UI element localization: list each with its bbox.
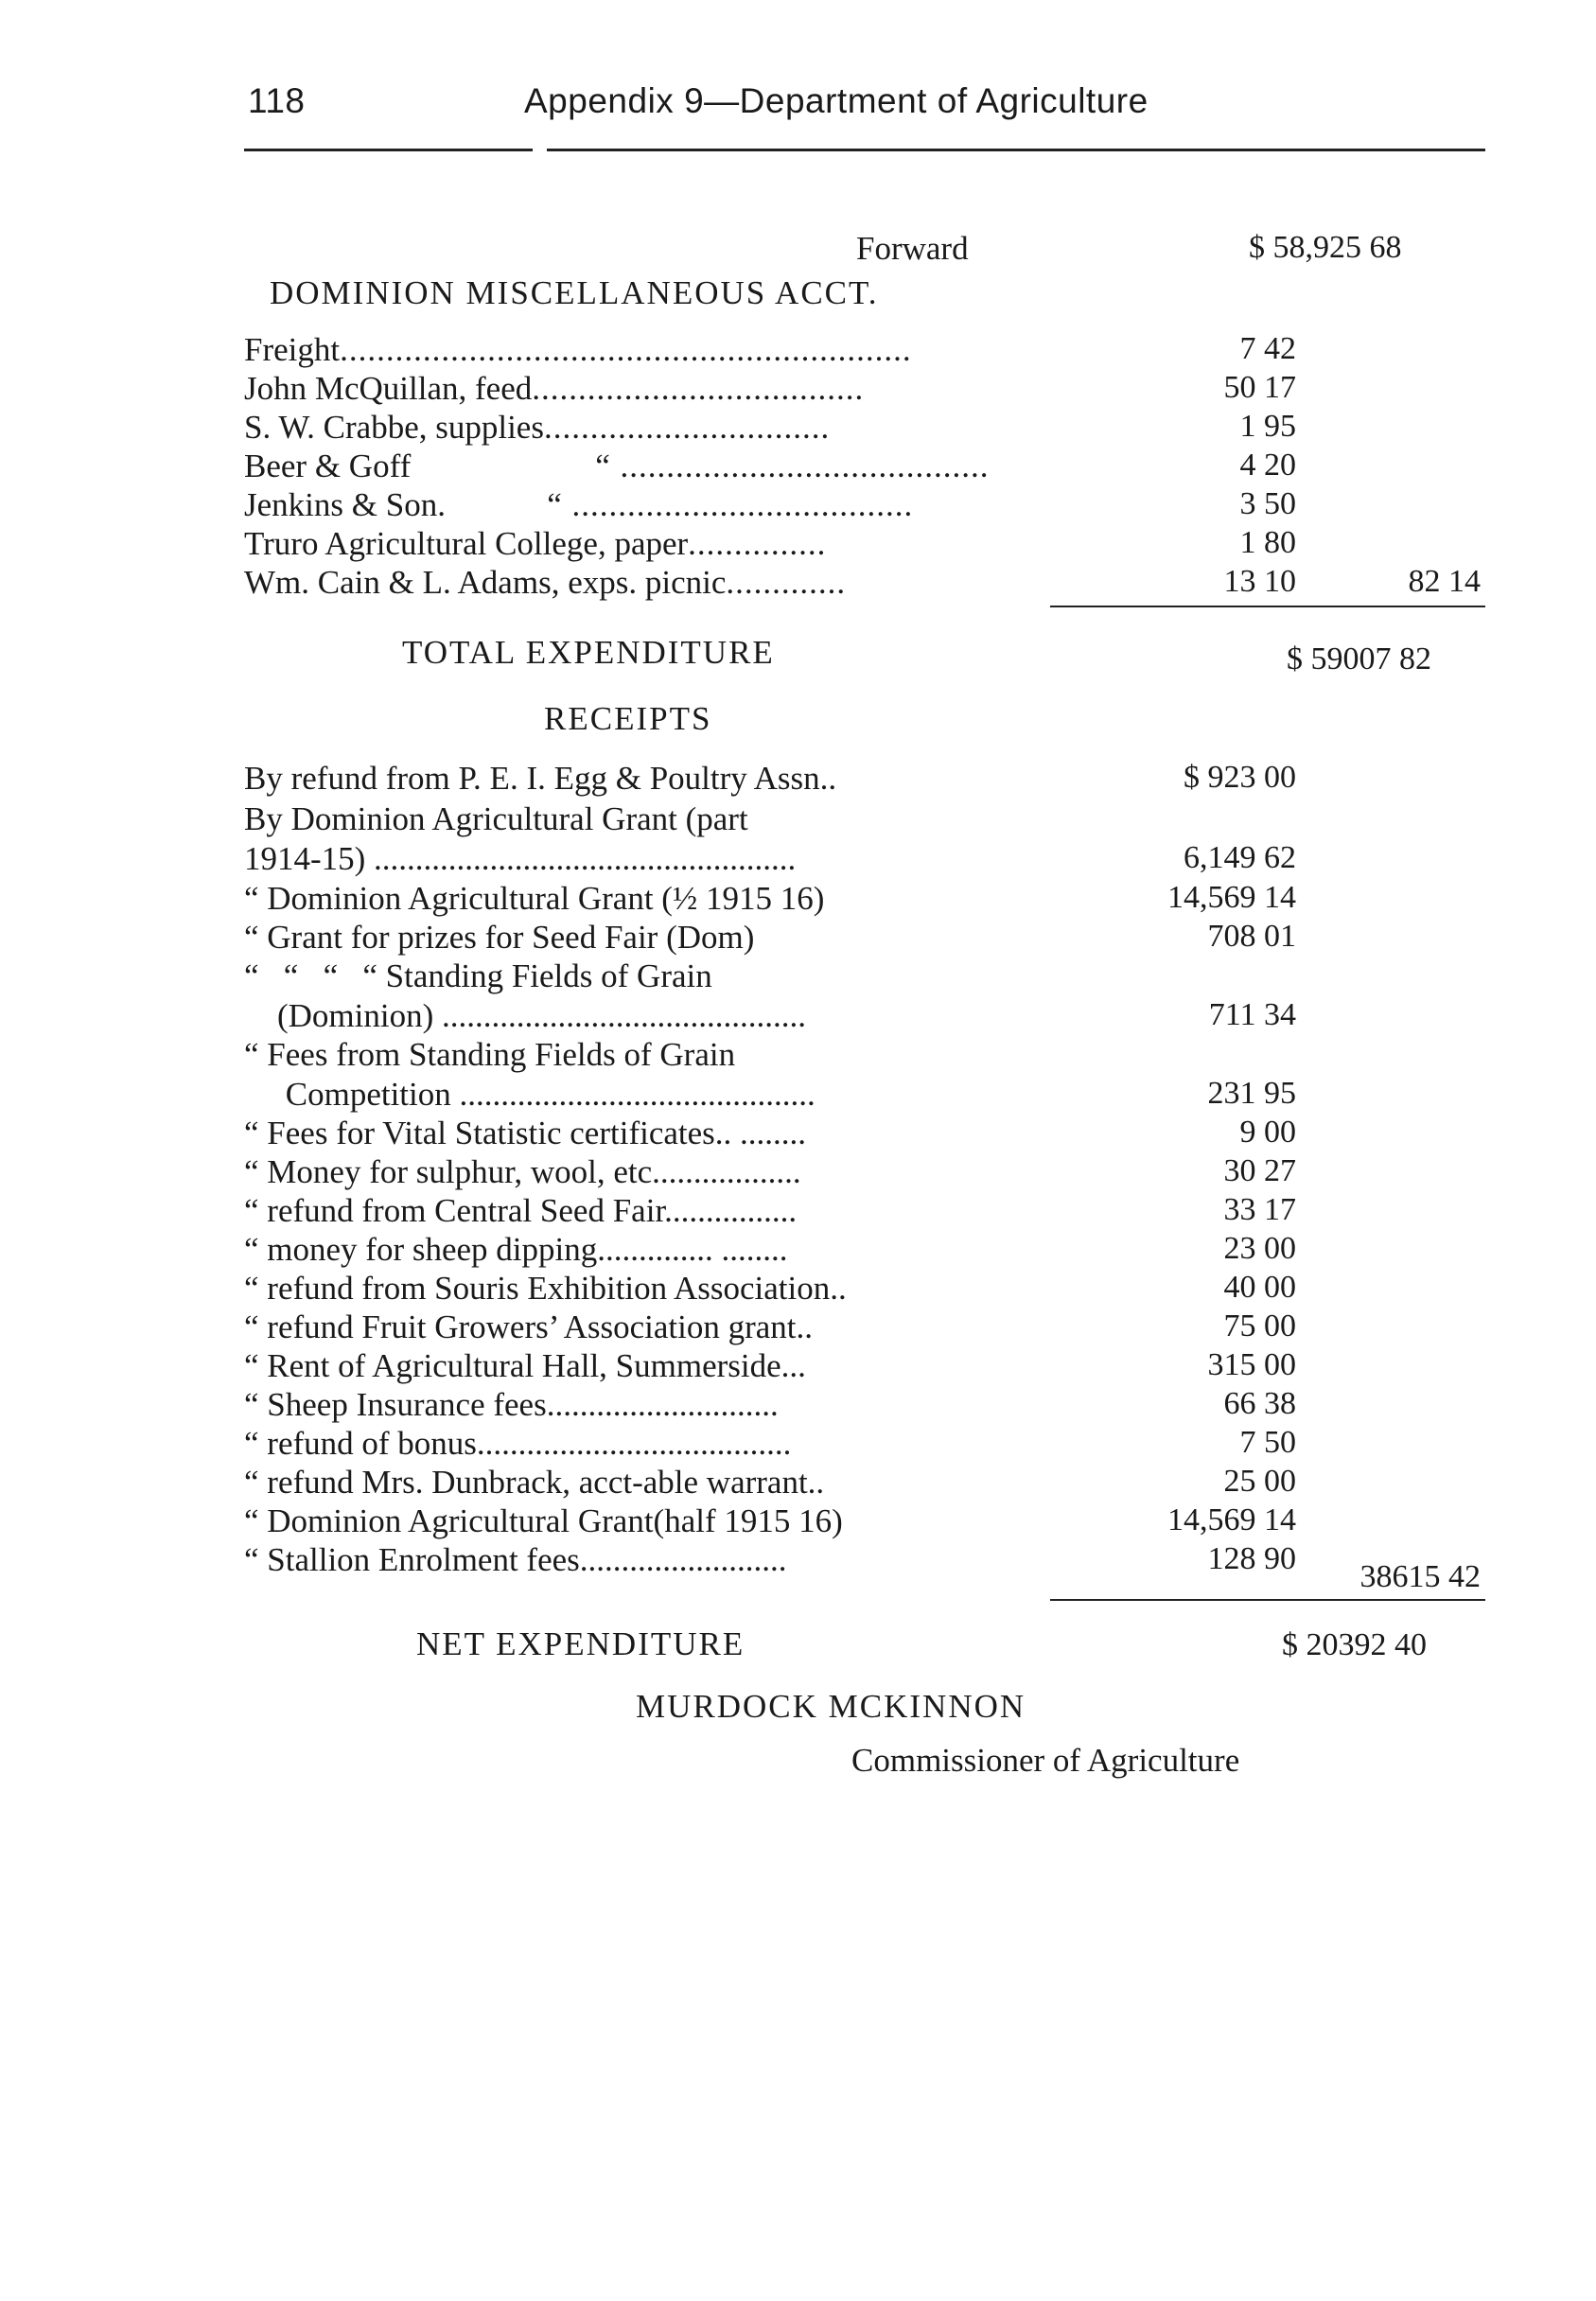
receipt-item-amount: $ 923 00 [1184, 760, 1296, 795]
receipt-item-label: “ Money for sulphur, wool, etc.................. [244, 1153, 801, 1190]
receipts-total: 38615 42 [1359, 1559, 1481, 1594]
receipt-item-label: “ Dominion Agricultural Grant(half 1915 16) [244, 1502, 843, 1539]
dominion-item-label: S. W. Crabbe, supplies............................... [244, 409, 831, 446]
page-header [248, 81, 1478, 138]
dominion-item-amount: 50 17 [1223, 370, 1296, 405]
dominion-item-amount: 1 80 [1239, 525, 1296, 560]
receipt-item-amount: 66 38 [1223, 1386, 1296, 1421]
net-expenditure-amount: $ 20392 40 [1282, 1627, 1427, 1662]
forward-amount: $ 58,925 68 [1249, 230, 1402, 265]
receipt-item-amount: 231 95 [1207, 1076, 1296, 1111]
receipts-heading: RECEIPTS [544, 700, 712, 737]
dominion-item-amount: 7 42 [1239, 331, 1296, 366]
dominion-heading: DOMINION MISCELLANEOUS ACCT. [270, 274, 879, 311]
dominion-item-amount: 3 50 [1239, 486, 1296, 521]
page-number: 118 [248, 81, 306, 120]
dominion-item-amount: 4 20 [1239, 448, 1296, 483]
receipts-total-rule [1050, 1599, 1485, 1601]
receipt-item-amount: 9 00 [1239, 1115, 1296, 1150]
receipt-item-label: “ refund from Central Seed Fair................ [244, 1192, 798, 1229]
total-expenditure-label: TOTAL EXPENDITURE [402, 634, 775, 671]
receipt-item-label: “ refund from Souris Exhibition Association.. [244, 1270, 847, 1307]
receipt-item-label: “ refund of bonus...................................... [244, 1425, 792, 1462]
receipt-item-label: “ Grant for prizes for Seed Fair (Dom) [244, 919, 755, 956]
receipt-item-label: “ Fees from Standing Fields of Grain [244, 1036, 736, 1073]
receipt-item-amount: 7 50 [1239, 1425, 1296, 1460]
dominion-item-label: Truro Agricultural College, paper............... [244, 525, 827, 562]
receipt-item-label: By refund from P. E. I. Egg & Poultry Assn.. [244, 760, 837, 797]
dominion-subtotal: 82 14 [1408, 564, 1481, 599]
receipt-item-amount: 128 90 [1207, 1541, 1296, 1576]
receipt-item-label: “ Dominion Agricultural Grant (½ 1915 16) [244, 880, 825, 917]
dominion-item-amount: 1 95 [1239, 409, 1296, 444]
signatory-title: Commissioner of Agriculture [851, 1742, 1240, 1779]
receipt-item-label: “ money for sheep dipping.............. ........ [244, 1231, 788, 1268]
page-title: Appendix 9—Department of Agriculture [524, 81, 1149, 120]
receipt-item-amount: 711 34 [1208, 997, 1296, 1032]
receipt-item-label: “ refund Mrs. Dunbrack, acct-able warrant.. [244, 1464, 825, 1501]
receipt-item-amount: 23 00 [1223, 1231, 1296, 1266]
total-expenditure-amount: $ 59007 82 [1287, 641, 1431, 676]
receipt-item-label: By Dominion Agricultural Grant (part [244, 800, 748, 837]
dominion-item-label: Beer & Goff “ ........................................ [244, 448, 990, 484]
receipt-item-label: 1914-15) ................................................... [244, 840, 797, 877]
signatory-name: MURDOCK MCKINNON [636, 1688, 1026, 1725]
dominion-item-amount: 13 10 [1223, 564, 1296, 599]
net-expenditure-label: NET EXPENDITURE [416, 1625, 745, 1662]
header-rule-right [547, 149, 1485, 151]
dominion-item-label: Jenkins & Son. “ ..................................... [244, 486, 914, 523]
header-rule-left [244, 149, 533, 151]
receipt-item-label: “ Sheep Insurance fees............................ [244, 1386, 779, 1423]
receipt-item-label: “ Stallion Enrolment fees......................... [244, 1541, 787, 1578]
receipt-item-amount: 6,149 62 [1184, 840, 1296, 875]
receipt-item-amount: 25 00 [1223, 1464, 1296, 1499]
dominion-item-label: John McQuillan, feed.................................... [244, 370, 865, 407]
receipt-item-amount: 14,569 14 [1167, 880, 1296, 915]
dominion-item-label: Wm. Cain & L. Adams, exps. picnic............. [244, 564, 847, 601]
receipt-item-label: “ “ “ “ Standing Fields of Grain [244, 957, 712, 994]
dominion-item-label: Freight.............................................................. [244, 331, 912, 368]
forward-label: Forward [856, 230, 969, 267]
receipt-item-label: “ refund Fruit Growers’ Association grant.. [244, 1309, 814, 1345]
receipt-item-label: (Dominion) ............................................ [244, 997, 807, 1034]
receipt-item-label: “ Fees for Vital Statistic certificates.. ........ [244, 1115, 807, 1151]
receipt-item-amount: 40 00 [1223, 1270, 1296, 1305]
receipt-item-amount: 708 01 [1207, 919, 1296, 954]
receipt-item-label: Competition ........................................... [244, 1076, 816, 1113]
subtotal-rule [1050, 606, 1485, 607]
receipt-item-amount: 14,569 14 [1167, 1502, 1296, 1537]
receipt-item-amount: 75 00 [1223, 1309, 1296, 1344]
receipt-item-label: “ Rent of Agricultural Hall, Summerside... [244, 1347, 806, 1384]
receipt-item-amount: 30 27 [1223, 1153, 1296, 1188]
receipt-item-amount: 33 17 [1223, 1192, 1296, 1227]
receipt-item-amount: 315 00 [1207, 1347, 1296, 1382]
